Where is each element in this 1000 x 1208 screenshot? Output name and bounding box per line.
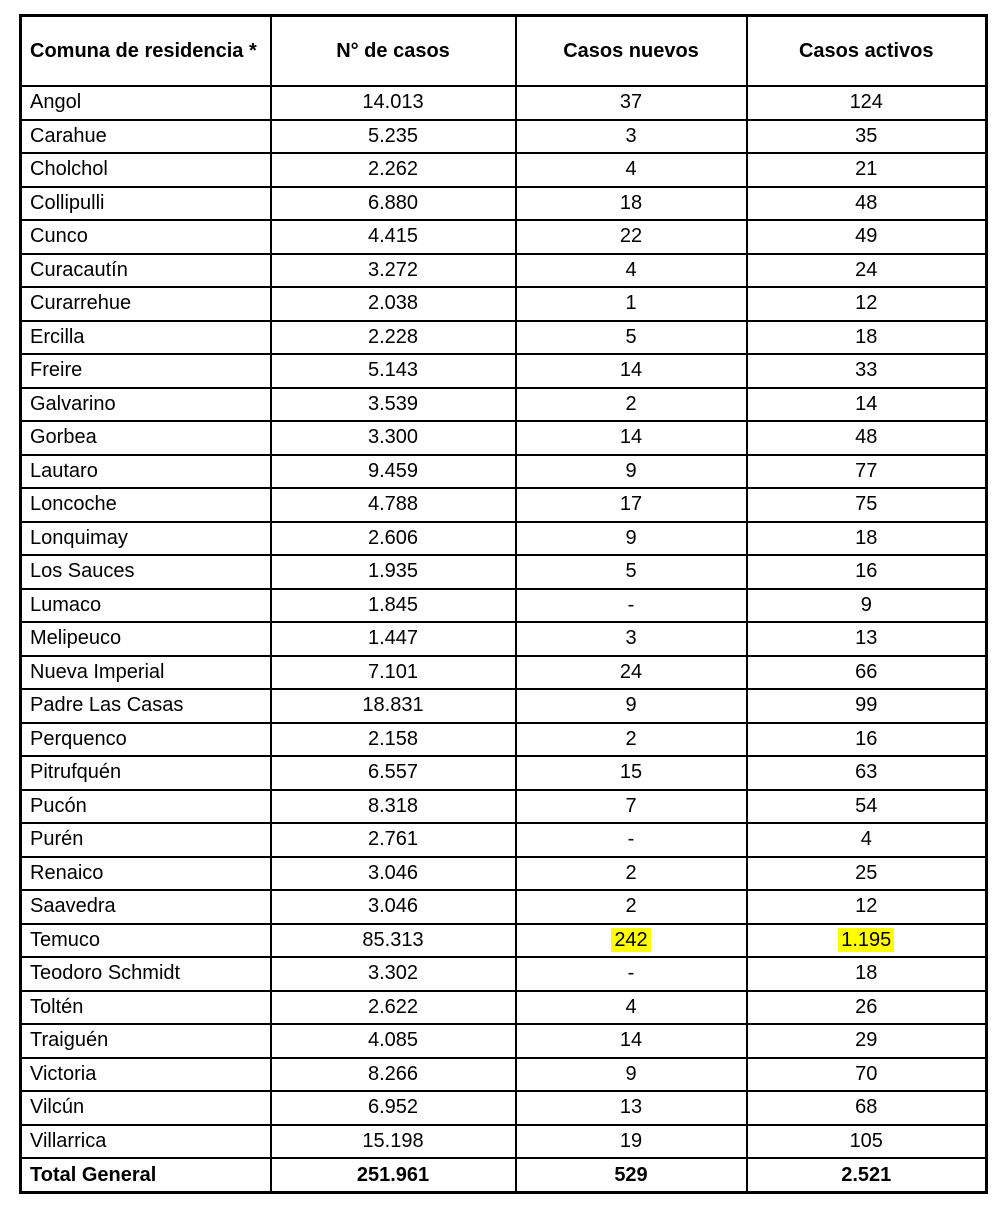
casos-cell: 2.038 [271, 287, 516, 321]
comuna-cell: Renaico [21, 857, 271, 891]
casos-cell: 1.447 [271, 622, 516, 656]
activos-cell: 18 [747, 522, 987, 556]
comuna-cell: Pucón [21, 790, 271, 824]
comuna-cell: Teodoro Schmidt [21, 957, 271, 991]
comuna-cell: Traiguén [21, 1024, 271, 1058]
nuevos-cell: 9 [516, 689, 747, 723]
casos-cell: 4.788 [271, 488, 516, 522]
casos-cell: 14.013 [271, 86, 516, 120]
activos-cell: 33 [747, 354, 987, 388]
activos-cell: 26 [747, 991, 987, 1025]
comuna-cell: Pitrufquén [21, 756, 271, 790]
activos-cell: 18 [747, 321, 987, 355]
table-row [21, 455, 987, 489]
casos-cell: 3.302 [271, 957, 516, 991]
comuna-cell: Carahue [21, 120, 271, 154]
highlighted-value: 1.195 [838, 928, 894, 952]
nuevos-cell: 14 [516, 421, 747, 455]
table-row [21, 991, 987, 1025]
activos-cell: 18 [747, 957, 987, 991]
nuevos-cell: 4 [516, 254, 747, 288]
activos-cell: 99 [747, 689, 987, 723]
table-row [21, 388, 987, 422]
total-label: Total General [21, 1158, 271, 1193]
nuevos-cell: - [516, 589, 747, 623]
nuevos-cell: 13 [516, 1091, 747, 1125]
casos-cell: 5.143 [271, 354, 516, 388]
comuna-cell: Galvarino [21, 388, 271, 422]
total-casos: 251.961 [271, 1158, 516, 1193]
nuevos-cell: 3 [516, 120, 747, 154]
header-comuna: Comuna de residencia * [21, 16, 271, 87]
nuevos-cell: - [516, 957, 747, 991]
comuna-cell: Los Sauces [21, 555, 271, 589]
comuna-cell: Angol [21, 86, 271, 120]
casos-cell: 4.085 [271, 1024, 516, 1058]
casos-cell: 2.262 [271, 153, 516, 187]
activos-cell: 68 [747, 1091, 987, 1125]
table-row [21, 924, 987, 958]
comuna-cell: Cunco [21, 220, 271, 254]
activos-cell: 13 [747, 622, 987, 656]
table-row [21, 656, 987, 690]
nuevos-cell: - [516, 823, 747, 857]
comuna-cell: Lumaco [21, 589, 271, 623]
activos-cell [747, 924, 987, 958]
table-row [21, 1091, 987, 1125]
table-row [21, 589, 987, 623]
table-row [21, 321, 987, 355]
nuevos-cell: 2 [516, 890, 747, 924]
casos-cell: 2.158 [271, 723, 516, 757]
nuevos-cell: 2 [516, 723, 747, 757]
comuna-cell: Nueva Imperial [21, 656, 271, 690]
nuevos-cell: 4 [516, 153, 747, 187]
activos-cell: 24 [747, 254, 987, 288]
activos-cell: 35 [747, 120, 987, 154]
table-row [21, 622, 987, 656]
comuna-cell: Victoria [21, 1058, 271, 1092]
table-row [21, 1024, 987, 1058]
casos-cell: 8.266 [271, 1058, 516, 1092]
casos-cell: 3.046 [271, 857, 516, 891]
nuevos-cell: 14 [516, 354, 747, 388]
cases-table [19, 14, 988, 1194]
table-body [21, 86, 987, 1158]
nuevos-cell: 14 [516, 1024, 747, 1058]
nuevos-cell: 1 [516, 287, 747, 321]
table-row [21, 86, 987, 120]
header-casos-nuevos: Casos nuevos [516, 16, 747, 87]
nuevos-cell: 5 [516, 321, 747, 355]
nuevos-cell: 24 [516, 656, 747, 690]
comuna-cell: Freire [21, 354, 271, 388]
comuna-cell: Cholchol [21, 153, 271, 187]
comuna-cell: Ercilla [21, 321, 271, 355]
nuevos-cell: 9 [516, 522, 747, 556]
table-footer [21, 1158, 987, 1193]
table-row [21, 756, 987, 790]
nuevos-cell: 3 [516, 622, 747, 656]
table-row [21, 488, 987, 522]
total-row [21, 1158, 987, 1193]
table-row [21, 1125, 987, 1159]
nuevos-cell: 9 [516, 1058, 747, 1092]
nuevos-cell [516, 924, 747, 958]
comuna-cell: Perquenco [21, 723, 271, 757]
activos-cell: 12 [747, 890, 987, 924]
activos-cell: 49 [747, 220, 987, 254]
activos-cell: 77 [747, 455, 987, 489]
header-casos-activos: Casos activos [747, 16, 987, 87]
table-row [21, 1058, 987, 1092]
table-row [21, 421, 987, 455]
activos-cell: 75 [747, 488, 987, 522]
header-n-casos: N° de casos [271, 16, 516, 87]
casos-cell: 3.272 [271, 254, 516, 288]
nuevos-cell: 22 [516, 220, 747, 254]
casos-cell: 2.228 [271, 321, 516, 355]
table-row [21, 723, 987, 757]
header-row [21, 16, 987, 87]
casos-cell: 2.622 [271, 991, 516, 1025]
casos-cell: 85.313 [271, 924, 516, 958]
activos-cell: 16 [747, 555, 987, 589]
activos-cell: 70 [747, 1058, 987, 1092]
casos-cell: 18.831 [271, 689, 516, 723]
comuna-cell: Toltén [21, 991, 271, 1025]
nuevos-cell: 17 [516, 488, 747, 522]
table-row [21, 187, 987, 221]
table-row [21, 790, 987, 824]
table-header [21, 16, 987, 87]
comuna-cell: Gorbea [21, 421, 271, 455]
comuna-cell: Collipulli [21, 187, 271, 221]
activos-cell: 25 [747, 857, 987, 891]
table-row [21, 120, 987, 154]
activos-cell: 21 [747, 153, 987, 187]
table-row [21, 522, 987, 556]
nuevos-cell: 7 [516, 790, 747, 824]
comuna-cell: Loncoche [21, 488, 271, 522]
activos-cell: 9 [747, 589, 987, 623]
comuna-cell: Villarrica [21, 1125, 271, 1159]
table-row [21, 857, 987, 891]
activos-cell: 124 [747, 86, 987, 120]
activos-cell: 63 [747, 756, 987, 790]
nuevos-cell: 4 [516, 991, 747, 1025]
total-activos: 2.521 [747, 1158, 987, 1193]
table-row [21, 354, 987, 388]
activos-cell: 105 [747, 1125, 987, 1159]
table-row [21, 220, 987, 254]
activos-cell: 48 [747, 421, 987, 455]
comuna-cell: Lautaro [21, 455, 271, 489]
casos-cell: 3.046 [271, 890, 516, 924]
nuevos-cell: 37 [516, 86, 747, 120]
total-nuevos: 529 [516, 1158, 747, 1193]
activos-cell: 54 [747, 790, 987, 824]
activos-cell: 16 [747, 723, 987, 757]
comuna-cell: Curarrehue [21, 287, 271, 321]
activos-cell: 4 [747, 823, 987, 857]
casos-cell: 6.880 [271, 187, 516, 221]
casos-cell: 2.606 [271, 522, 516, 556]
casos-cell: 4.415 [271, 220, 516, 254]
casos-cell: 7.101 [271, 656, 516, 690]
table-row [21, 555, 987, 589]
activos-cell: 48 [747, 187, 987, 221]
nuevos-cell: 19 [516, 1125, 747, 1159]
nuevos-cell: 15 [516, 756, 747, 790]
comuna-cell: Melipeuco [21, 622, 271, 656]
casos-cell: 1.845 [271, 589, 516, 623]
casos-cell: 6.557 [271, 756, 516, 790]
casos-cell: 3.539 [271, 388, 516, 422]
comuna-cell: Purén [21, 823, 271, 857]
activos-cell: 14 [747, 388, 987, 422]
casos-cell: 1.935 [271, 555, 516, 589]
table-row [21, 153, 987, 187]
highlighted-value: 242 [611, 928, 650, 952]
casos-cell: 9.459 [271, 455, 516, 489]
nuevos-cell: 9 [516, 455, 747, 489]
table-row [21, 890, 987, 924]
casos-cell: 8.318 [271, 790, 516, 824]
table-row [21, 287, 987, 321]
comuna-cell: Saavedra [21, 890, 271, 924]
comuna-cell: Temuco [21, 924, 271, 958]
comuna-cell: Padre Las Casas [21, 689, 271, 723]
nuevos-cell: 5 [516, 555, 747, 589]
table-row [21, 823, 987, 857]
casos-cell: 5.235 [271, 120, 516, 154]
casos-cell: 2.761 [271, 823, 516, 857]
table-row [21, 689, 987, 723]
activos-cell: 66 [747, 656, 987, 690]
activos-cell: 12 [747, 287, 987, 321]
nuevos-cell: 18 [516, 187, 747, 221]
comuna-cell: Curacautín [21, 254, 271, 288]
casos-cell: 6.952 [271, 1091, 516, 1125]
casos-cell: 3.300 [271, 421, 516, 455]
activos-cell: 29 [747, 1024, 987, 1058]
comuna-cell: Lonquimay [21, 522, 271, 556]
casos-cell: 15.198 [271, 1125, 516, 1159]
table-row [21, 254, 987, 288]
nuevos-cell: 2 [516, 388, 747, 422]
comuna-cell: Vilcún [21, 1091, 271, 1125]
nuevos-cell: 2 [516, 857, 747, 891]
table-row [21, 957, 987, 991]
